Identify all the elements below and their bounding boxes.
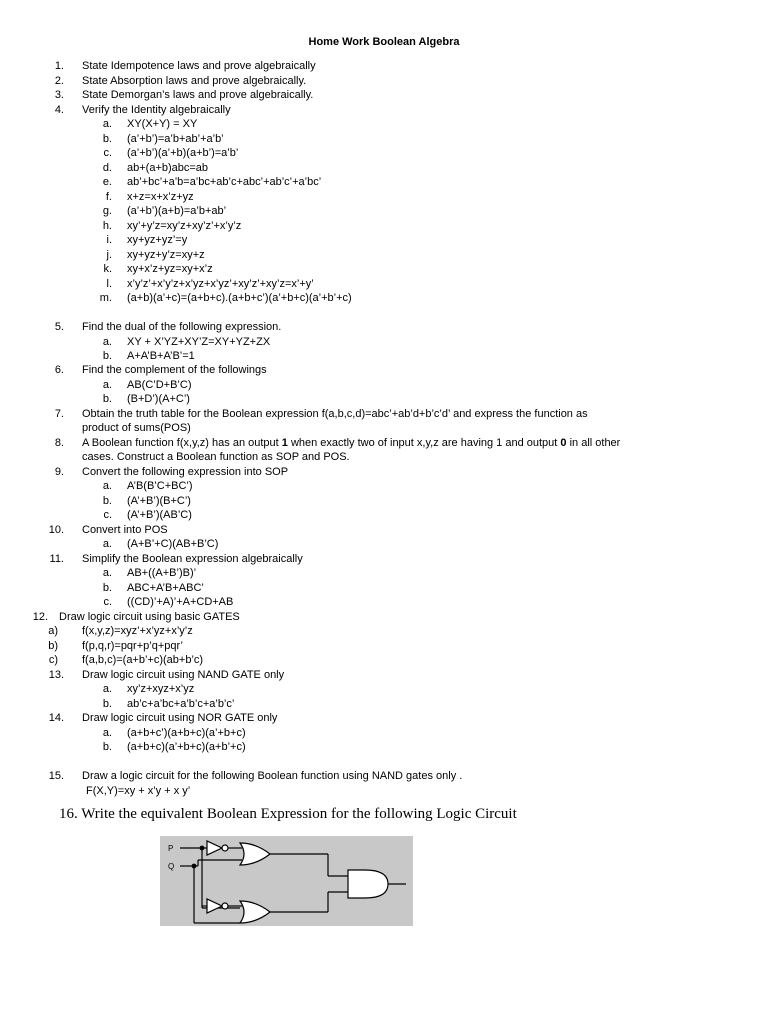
item-number: a. xyxy=(102,727,112,739)
item-text: State Absorption laws and prove algebraically. xyxy=(82,75,307,87)
item-number: i. xyxy=(106,234,112,246)
item-text: f(a,b,c)=(a+b’+c)(ab+b’c) xyxy=(82,654,204,666)
item-number: a. xyxy=(102,567,112,579)
item-number: 11. xyxy=(49,553,64,565)
item-number: 4. xyxy=(54,104,64,116)
item-number: a. xyxy=(102,118,112,130)
item-number: d. xyxy=(102,162,112,174)
item-number: a) xyxy=(48,625,58,637)
item-text: Obtain the truth table for the Boolean expression f(a,b,c,d)=abc’+ab’d+b’c’d’ and express the function as xyxy=(82,408,588,420)
item-number: a. xyxy=(102,683,112,695)
item-number: a. xyxy=(102,379,112,391)
item-text: Draw a logic circuit for the following Boolean function using NAND gates only . xyxy=(82,770,463,782)
item-number: c. xyxy=(103,147,112,159)
item-number: 2. xyxy=(54,75,64,87)
item-number: j. xyxy=(106,249,112,261)
item-text: xy+yz+yz’=y xyxy=(127,234,188,246)
item-number: a. xyxy=(102,480,112,492)
item-number: e. xyxy=(102,176,112,188)
item-number: c) xyxy=(48,654,58,666)
item-number: 1. xyxy=(54,60,64,72)
item-number: c. xyxy=(103,596,112,608)
item-number: 3. xyxy=(54,89,64,101)
page-title: Home Work Boolean Algebra xyxy=(308,36,460,48)
item-text: f(p,q,r)=pqr+p’q+pqr’ xyxy=(82,640,183,652)
item-number: f. xyxy=(105,191,112,203)
item-text: State Demorgan’s laws and prove algebraically. xyxy=(82,89,314,101)
input-label-q: Q xyxy=(168,862,175,871)
q8-pre: A Boolean function f(x,y,z) has an output xyxy=(82,437,282,449)
item-text: XY + X’YZ+XY’Z=XY+YZ+ZX xyxy=(127,336,271,348)
item-number: l. xyxy=(106,278,112,290)
item-text: ab’+bc’+a’b=a’bc+ab’c+abc’+ab’c’+a’bc’ xyxy=(127,176,322,188)
item-text: F(X,Y)=xy + x’y + x y’ xyxy=(86,785,191,797)
item-number: a. xyxy=(102,336,112,348)
question-8-text xyxy=(82,437,620,450)
item-number: 6. xyxy=(54,364,64,376)
item-number: b. xyxy=(102,582,112,594)
item-text: cases. Construct a Boolean function as SOP and POS. xyxy=(82,451,350,463)
item-text: (a+b+c’)(a+b+c)(a’+b+c) xyxy=(127,727,246,739)
item-text: (A’+B’)(B+C’) xyxy=(127,495,191,507)
item-text: (A+B’+C)(AB+B’C) xyxy=(127,538,219,550)
item-text: Convert the following expression into SOP xyxy=(82,466,289,478)
item-text: AB(C’D+B’C) xyxy=(127,379,192,391)
item-text: Draw logic circuit using basic GATES xyxy=(59,611,240,623)
item-number: b. xyxy=(102,133,112,145)
item-text: f(x,y,z)=xyz’+x’yz+x’y’z xyxy=(82,625,193,637)
item-text: (A’+B’)(AB’C) xyxy=(127,509,192,521)
item-text: (a+b+c)(a’+b+c)(a+b’+c) xyxy=(127,741,246,753)
item-number: b. xyxy=(102,698,112,710)
item-number: 8. xyxy=(54,437,64,449)
item-text: Simplify the Boolean expression algebraically xyxy=(82,553,303,565)
item-number: 7. xyxy=(54,408,64,420)
question-16: 16. Write the equivalent Boolean Expression for the following Logic Circuit xyxy=(59,806,517,822)
q8-one: 1 xyxy=(281,437,288,449)
item-text: ABC+A’B+ABC’ xyxy=(127,582,204,594)
item-text: Draw logic circuit using NOR GATE only xyxy=(82,712,278,724)
item-text: xy’z+xyz+x’yz xyxy=(127,683,195,695)
item-text: Verify the Identity algebraically xyxy=(82,104,231,116)
item-text: Convert into POS xyxy=(82,524,168,536)
logic-circuit-figure xyxy=(160,836,413,926)
item-number: 5. xyxy=(54,321,64,333)
item-text: (B+D’)(A+C’) xyxy=(127,393,190,405)
item-number: b. xyxy=(102,393,112,405)
item-text: ab’c+a’bc+a’b’c+a’b’c’ xyxy=(127,698,235,710)
item-text: (a’+b’)=a’b+ab’+a’b’ xyxy=(127,133,224,145)
q8-mid: when exactly two of input x,y,z are having 1 and output xyxy=(287,437,561,449)
item-number: 15. xyxy=(48,770,64,782)
item-text: Draw logic circuit using NAND GATE only xyxy=(82,669,285,681)
item-text: ab+(a+b)abc=ab xyxy=(127,162,209,174)
item-number: 14. xyxy=(48,712,64,724)
item-number: g. xyxy=(102,205,112,217)
item-text: xy+yz+y’z=xy+z xyxy=(127,249,205,261)
item-text: xy+x’z+yz=xy+x’z xyxy=(127,263,213,275)
item-number: h. xyxy=(102,220,112,232)
item-text: x’y’z’+x’y’z+x’yz+x’yz’+xy’z’+xy’z=x’+y’ xyxy=(127,278,314,290)
item-text: ((CD)’+A)’+A+CD+AB xyxy=(127,596,234,608)
item-text: (a+b)(a’+c)=(a+b+c).(a+b+c’)(a’+b+c)(a’+b’+c) xyxy=(127,292,352,304)
item-number: 9. xyxy=(54,466,64,478)
item-text: product of sums(POS) xyxy=(82,422,191,434)
item-text: Find the dual of the following expression. xyxy=(82,321,282,333)
item-number: a. xyxy=(102,538,112,550)
item-text: (a’+b’)(a’+b)(a+b’)=a’b’ xyxy=(127,147,239,159)
item-number: 12. xyxy=(32,611,48,623)
item-number: b. xyxy=(102,350,112,362)
item-number: k. xyxy=(103,263,112,275)
q8-post: in all other xyxy=(566,437,621,449)
input-label-p: P xyxy=(168,844,174,853)
item-text: (a’+b’)(a+b)=a’b+ab’ xyxy=(127,205,227,217)
item-text: State Idempotence laws and prove algebraically xyxy=(82,60,316,72)
item-number: 13. xyxy=(48,669,64,681)
item-number: c. xyxy=(103,509,112,521)
logic-circuit-diagram xyxy=(160,836,413,926)
item-text: XY(X+Y) = XY xyxy=(127,118,198,130)
item-text: x+z=x+x’z+yz xyxy=(127,191,194,203)
item-text: A’B(B’C+BC’) xyxy=(127,480,193,492)
item-text: A+A’B+A’B’=1 xyxy=(127,350,195,362)
item-text: Find the complement of the followings xyxy=(82,364,267,376)
item-number: 10. xyxy=(48,524,64,536)
item-number: b) xyxy=(48,640,58,652)
item-text: xy’+y’z=xy’z+xy’z’+x’y’z xyxy=(127,220,242,232)
item-text: AB+((A+B’)B)’ xyxy=(127,567,197,579)
item-number: b. xyxy=(102,495,112,507)
q8-zero: 0 xyxy=(560,437,567,449)
item-number: m. xyxy=(99,292,112,304)
item-number: b. xyxy=(102,741,112,753)
